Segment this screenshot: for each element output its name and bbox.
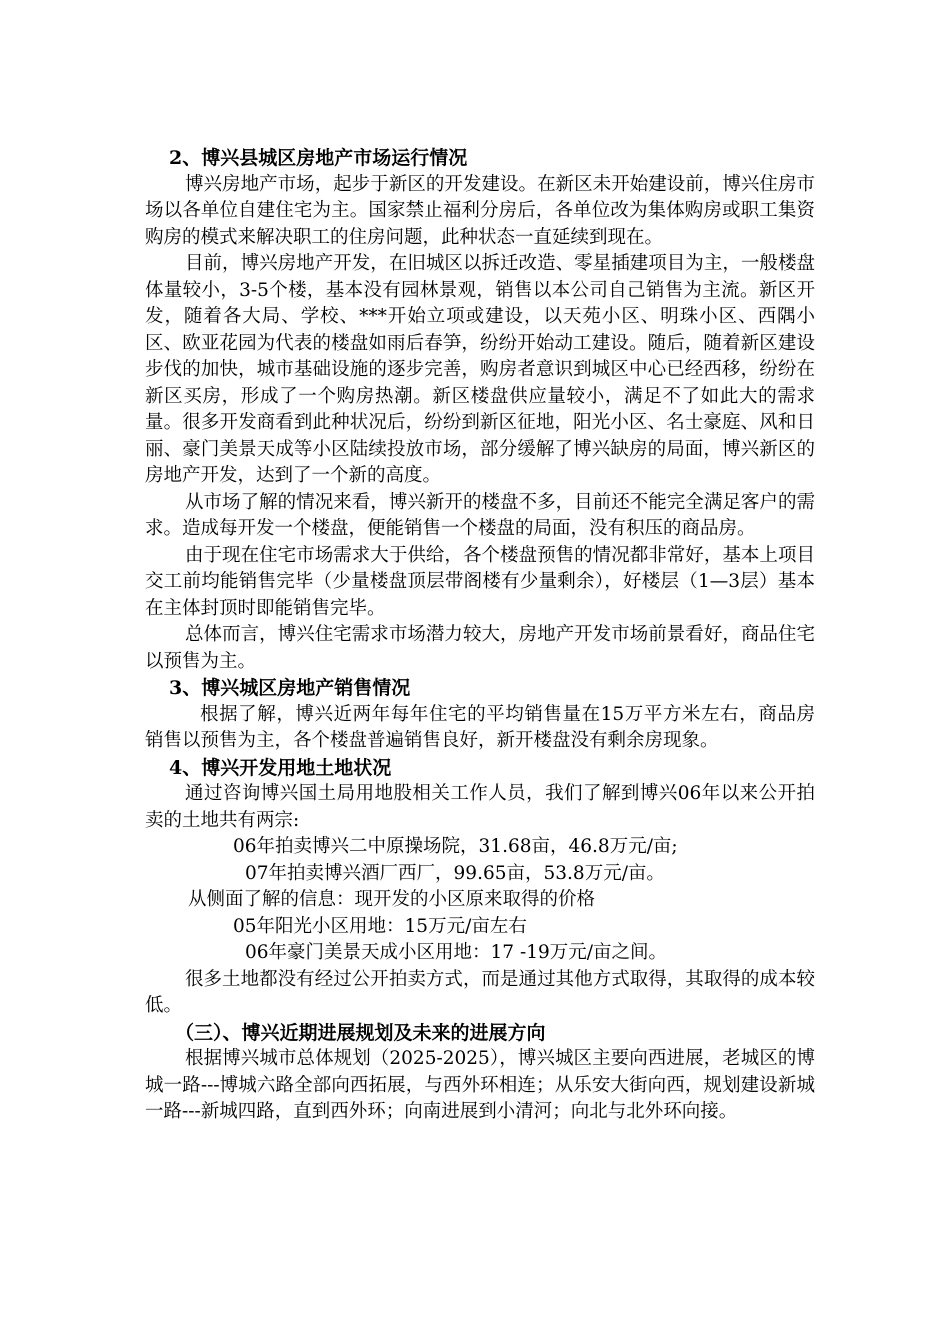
section-2-paragraph-5: 总体而言，博兴住宅需求市场潜力较大，房地产开发市场前景看好，商品住宅以预售为主。 (145, 624, 815, 672)
land-auction-item-1: 06年拍卖博兴二中原操场院，31.68亩，46.8万元/亩; (233, 836, 678, 857)
side-info-line: 从侧面了解的信息：现开发的小区原来取得的价格 (188, 889, 596, 910)
land-price-item-2: 06年豪门美景天成小区用地：17 -19万元/亩之间。 (245, 942, 667, 963)
section-2-paragraph-1: 博兴房地产市场，起步于新区的开发建设。在新区未开始建设前，博兴住房市场以各单位自建住宅为主。国家禁止福利分房后，各单位改为集体购房或职工集资购房的模式来解决职工的住房问题，此种状态一直延续到现在。 (145, 173, 815, 248)
section-2-heading: 2、博兴县城区房地产市场运行情况 (169, 147, 468, 169)
section-3-paragraph-1: 根据了解，博兴近两年每年住宅的平均销售量在15万平方米左右，商品房销售以预售为主，各个楼盘普遍销售良好，新开楼盘没有剩余房现象。 (145, 703, 815, 751)
section-2-paragraph-2: 目前，博兴房地产开发，在旧城区以拆迁改造、零星插建项目为主，一般楼盘体量较小，3-5个楼，基本没有园林景观，销售以本公司自己销售为主流。新区开发，随着各大局、学校、***开始立项或建设，以天苑小区、明珠小区、西隅小区、欧亚花园为代表的楼盘如雨后春笋，纷纷开始动工建设。随后，随着新区建设步伐的加快，城市基础设施的逐步完善，购房者意识到城区中心已经西移，纷纷在新区买房，形成了一个购房热潮。新区楼盘供应量较小，满足不了如此大的需求量。很多开发商看到此种状况后，纷纷到新区征地，阳光小区、名士豪庭、风和日丽、豪门美景天成等小区陆续投放市场，部分缓解了博兴缺房的局面，博兴新区的房地产开发，达到了一个新的高度。 (145, 253, 815, 486)
section-2-paragraph-4: 由于现在住宅市场需求大于供给，各个楼盘预售的情况都非常好，基本上项目交工前均能销售完毕（少量楼盘顶层带阁楼有少量剩余），好楼层（1—3层）基本在主体封顶时即能销售完毕。 (145, 544, 815, 619)
section-4-heading: 4、博兴开发用地土地状况 (169, 756, 392, 779)
section-4-paragraph-1: 通过咨询博兴国土局用地股相关工作人员，我们了解到博兴06年以来公开拍卖的土地共有两宗: (145, 783, 815, 831)
section-2-paragraph-3: 从市场了解的情况来看，博兴新开的楼盘不多，目前还不能完全满足客户的需求。造成每开发一个楼盘，便能销售一个楼盘的局面，没有积压的商品房。 (145, 491, 815, 539)
section-4-paragraph-2: 很多土地都没有经过公开拍卖方式，而是通过其他方式取得，其取得的成本较低。 (145, 968, 815, 1016)
document-page (145, 145, 815, 1126)
section-5-heading: （三）、博兴近期进展规划及未来的进展方向 (175, 1021, 546, 1044)
land-auction-item-2: 07年拍卖博兴酒厂西厂，99.65亩，53.8万元/亩。 (245, 862, 665, 884)
section-3-heading: 3、博兴城区房地产销售情况 (169, 677, 411, 699)
land-price-item-1: 05年阳光小区用地：15万元/亩左右 (233, 915, 527, 937)
section-5-paragraph-1: 根据博兴城市总体规划（2025-2025），博兴城区主要向西进展，老城区的博城一路---博城六路全部向西拓展，与西外环相连；从乐安大街向西，规划建设新城一路---新城四路，直到西外环；向南进展到小清河；向北与北外环向接。 (145, 1048, 815, 1122)
